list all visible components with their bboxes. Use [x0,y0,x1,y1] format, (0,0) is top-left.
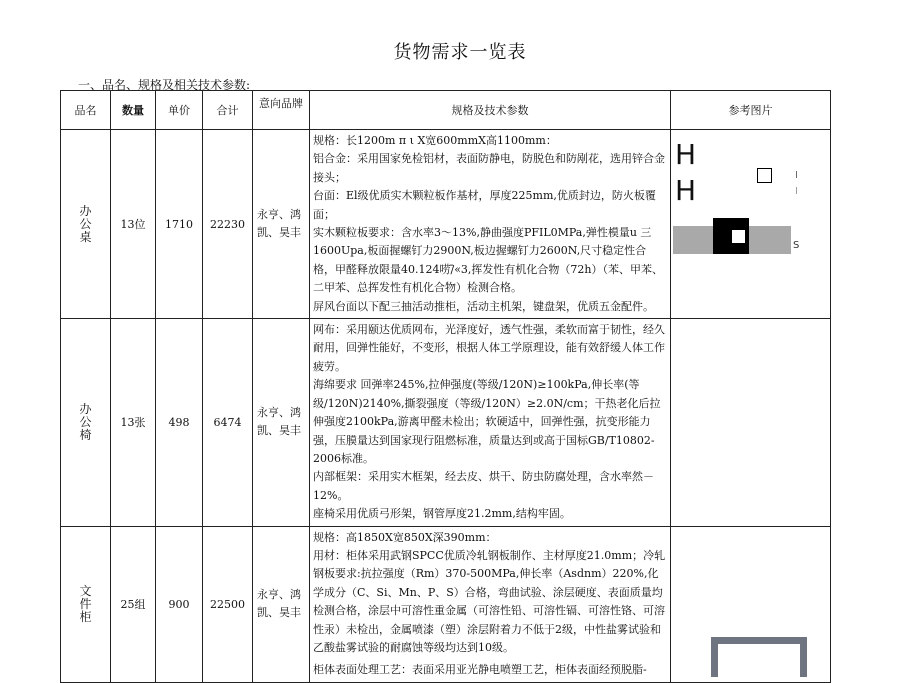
header-spec: 规格及技术参数 [310,91,671,130]
reference-image-cabinet [671,526,831,682]
image-mark-h: H [675,174,697,207]
row-name: 办公桌 [79,203,92,244]
row-price: 1710 [156,130,203,319]
image-mark-s: S [793,240,800,251]
image-mark-i: I [795,170,798,181]
row-price: 498 [156,319,203,526]
table-row [61,319,831,526]
table-row [61,526,831,682]
spec-line: 海绵要求 回弹率245%,拉伸强度(等级/120N)≥100kPa,伸长率(等级/120N)2140%,撕裂强度（等级/120N）≥2.0N/cm；干热老化后拉伸强度2100kPa,游离甲醛未检出；软硬适中，回弹性强，抗变形能力强，压膜量达到国家现行阻燃标准，质量达到或高于国标GB/T10802-2006标准。 [313,378,661,465]
spec-line: 柜体表面处理工艺：表面采用亚光静电喷塑工艺，柜体表面经预脱脂- [313,663,647,677]
row-price: 900 [156,526,203,682]
section-subtitle: 一、品名、规格及相关技术参数: [78,78,251,92]
row-name: 文件柜 [79,583,92,624]
spec-line: 内部框架：采用实木框架，经去皮、烘干、防虫防腐处理，含水率然－12%。 [313,470,654,502]
row-spec [310,526,671,682]
row-name-cell [61,526,111,682]
row-total: 6474 [203,319,253,526]
cabinet-frame [711,637,807,677]
white-square [732,230,745,243]
row-name: 办公椅 [79,401,92,442]
reference-image-desk [671,130,831,319]
row-spec [310,130,671,319]
image-mark-h: H [675,138,697,171]
image-mark-i: I [795,186,798,197]
spec-line: 规格：长1200m π ι X宽600mmX高1100mm： [313,134,557,147]
spec-line: 屏风台面以下配三抽活动推柜，活动主机架，键盘架，优质五金配件。 [313,299,654,313]
header-brand: 意向品牌 [253,91,310,130]
row-brand: 永亨、鸿凯、昊丰 [253,319,310,526]
header-price: 单价 [156,91,203,130]
table-header-row [61,91,831,130]
spec-line: 座椅采用优质弓形架，钢管厚度21.2mm,结构牢固。 [313,507,571,521]
row-name-cell [61,130,111,319]
square-outline-icon [757,168,772,183]
row-qty: 13张 [111,319,156,526]
row-total: 22230 [203,130,253,319]
header-name: 品名 [61,91,111,130]
row-brand: 永亨、鸿凯、昊丰 [253,130,310,319]
page-title: 货物需求一览表 [393,42,527,63]
row-qty: 25组 [111,526,156,682]
table-row [61,130,831,319]
header-qty: 数量 [111,91,156,130]
requirements-table [60,90,831,683]
header-total: 合计 [203,91,253,130]
reference-image-chair [671,319,831,526]
spec-line: 台面：El级优质实木颗粒板作基材，厚度225mm,优质封边，防火板覆面； [313,189,656,221]
header-image: 参考图片 [671,91,831,130]
row-brand: 永亨、鸿凯、昊丰 [253,526,310,682]
row-total: 22500 [203,526,253,682]
spec-line: 铝合金：采用国家免检铝材，表面防静电，防脱色和防剐花，选用锌合金接头； [313,152,665,184]
spec-line: 实木颗粒板要求：含水率3～13%,静曲强度PFIL0MPa,弹性模量u 三1600Upa,板面握螺钉力2900N,板边握螺钉力2600N,尺寸稳定性合格，甲醛释放限量40.124唠/̄«3,挥发性有机化合物（72h）（苯、甲苯、二甲苯、总挥发性有机化合物）检测合格。 [313,226,664,295]
row-spec [310,319,671,526]
row-qty: 13位 [111,130,156,319]
row-name-cell [61,319,111,526]
spec-line: 规格：高1850X宽850X深390mm： [313,530,497,544]
spec-line: 网布：采用颐达优质网布，光泽度好，透气性强，柔软而富于韧性，经久耐用，回弹性能好，不变形，根据人体工学原理设，能有效舒缓人体工作疲劳。 [313,323,665,373]
spec-line: 用材：柜体采用武钢SPCC优质冷轧钢板制作、主材厚度21.0mm；冷轧钢板要求:抗拉强度（Rm）370-500MPa,伸长率（Asdnm）220%,化学成分（C、Si、Mn、P、S）合格，弯曲试验、涂层硬度、表面质量均检测合格，涂层中可溶性重金属（可溶性铅、可溶性镉、可溶性铬、可溶性汞）未检出，金属喷漆（塑）涂层附着力不低于2级，中性盐雾试验和乙酸盐雾试验的耐腐蚀等级均达到10级。 [313,548,666,654]
